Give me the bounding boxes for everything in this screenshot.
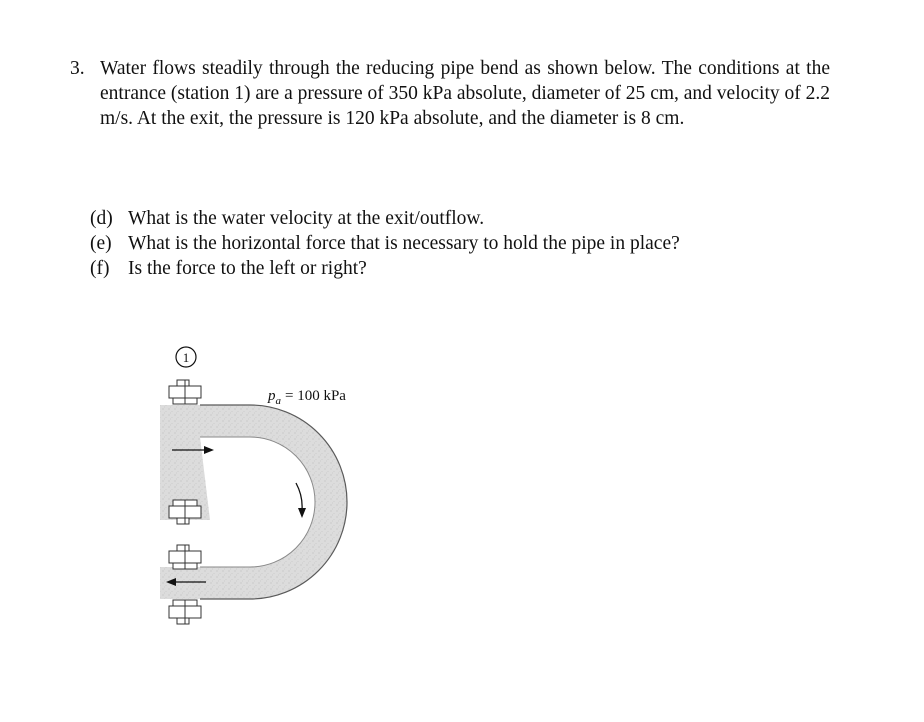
ambient-pressure-label — [267, 388, 346, 407]
pa-symbol: p — [268, 388, 276, 404]
station-1-marker — [176, 347, 196, 367]
flange-lower-mid — [169, 545, 201, 569]
problem-text: Water flows steadily through the reducing pipe bend as shown below. The conditions at the entrance (station 1) are a pressure of 350 kPa absolute, diameter of 25 cm, and velocity of 2.2 m/s. At the exit, the pressure is 120 kPa absolute, and the diameter is 8 cm. — [100, 58, 830, 129]
question-label: (e) — [90, 233, 112, 254]
station-label: 1 — [182, 350, 190, 365]
flange-bottom — [169, 600, 201, 624]
problem-number: 3. — [70, 58, 85, 79]
flange-top — [169, 380, 201, 404]
bend-flow-arrow-icon — [296, 483, 306, 518]
pa-value: = 100 kPa — [285, 388, 346, 404]
pa-subscript: a — [275, 395, 281, 407]
question-label: (d) — [90, 208, 113, 229]
flange-upper-mid — [169, 500, 201, 524]
question-text: Is the force to the left or right? — [128, 258, 367, 279]
question-text: What is the horizontal force that is necessary to hold the pipe in place? — [128, 233, 680, 254]
question-label: (f) — [90, 258, 110, 279]
question-text: What is the water velocity at the exit/outflow. — [128, 208, 485, 229]
